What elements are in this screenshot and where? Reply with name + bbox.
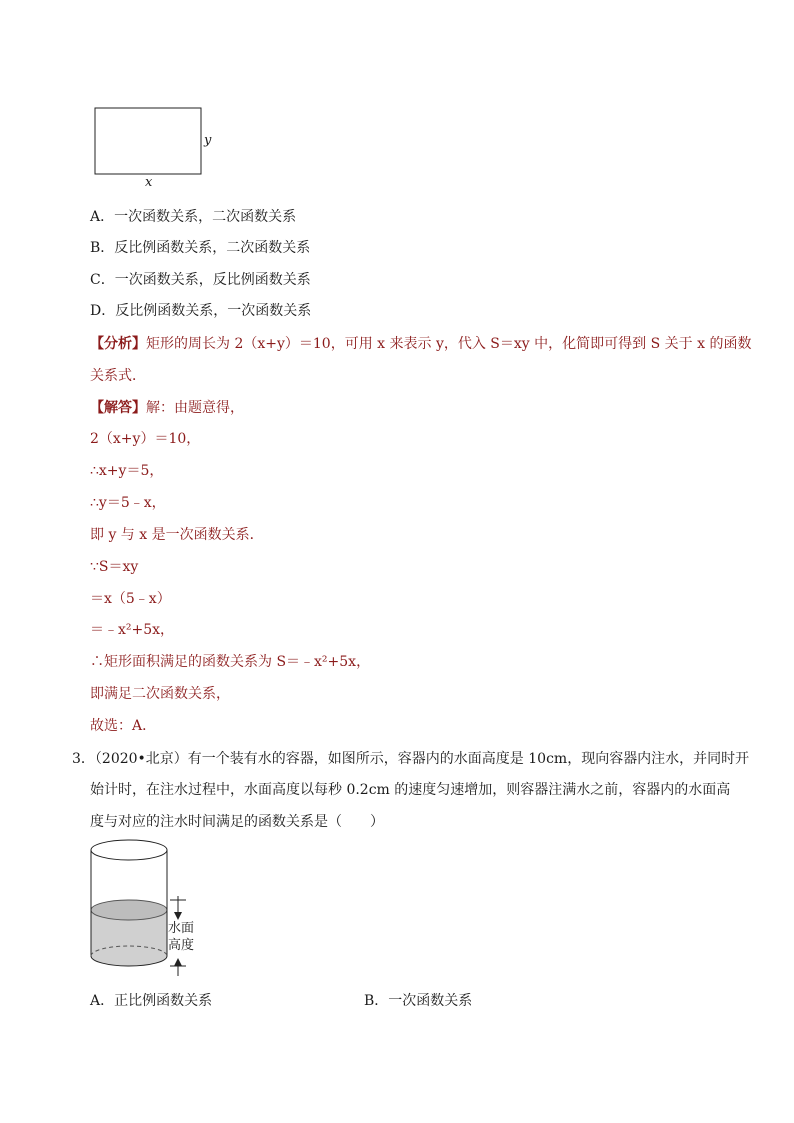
q2-option-c: C．一次函数关系，反比例函数关系 (90, 272, 311, 288)
q3-line-1 (72, 749, 749, 769)
solution-step: 即满足二次函数关系， (90, 686, 230, 702)
solution-step: ∴x+y＝5， (90, 463, 164, 479)
solution-step: 2（x+y）＝10， (90, 431, 201, 447)
analysis-line-1 (90, 334, 751, 354)
solution-step: ∵S＝xy (90, 559, 139, 575)
q3-number: 3． (72, 751, 95, 767)
solution-step: 故选：A． (90, 718, 157, 734)
analysis-line-2: 关系式． (90, 368, 146, 384)
q3-line-2: 始计时，在注水过程中，水面高度以每秒 0.2cm 的速度匀速增加，则容器注满水之前，容器内的水面高 (90, 782, 731, 798)
q3-line-3: 度与对应的注水时间满足的函数关系是（ ） (90, 814, 384, 830)
solution-step: ∴矩形面积满足的函数关系为 S＝﹣x²+5x， (90, 654, 371, 670)
water-level-label (168, 920, 194, 954)
q3-text-1: （2020•北京）有一个装有水的容器，如图所示，容器内的水面高度是 10cm，现向容器内注水，并同时开 (94, 751, 750, 767)
q2-option-a: A．一次函数关系，二次函数关系 (90, 209, 297, 225)
rectangle-label-y: y (204, 133, 212, 148)
rectangle-figure (90, 104, 220, 194)
q2-option-d: D．反比例函数关系，一次函数关系 (90, 303, 312, 319)
water-level-label-line-1: 水面 (168, 921, 195, 936)
q2-option-b: B．反比例函数关系，二次函数关系 (90, 240, 311, 256)
solution-step: ＝x（5﹣x） (90, 591, 171, 607)
analysis-tag: 【分析】 (90, 336, 146, 352)
water-level-label-line-2: 高度 (168, 938, 195, 953)
rectangle-label-x: x (145, 175, 153, 190)
solution-tag: 【解答】 (90, 400, 146, 416)
solution-step: 即 y 与 x 是一次函数关系． (90, 527, 264, 543)
cylinder-container-figure (86, 838, 216, 980)
solution-step: ∴y＝5﹣x， (90, 495, 166, 511)
solution-step: ＝﹣x²+5x， (90, 622, 175, 638)
analysis-text-1: 矩形的周长为 2（x+y）＝10，可用 x 来表示 y，代入 S＝xy 中，化简即可得到 S 关于 x 的函数 (146, 336, 752, 352)
q3-option-a: A．正比例函数关系 (90, 993, 213, 1009)
solution-intro: 解：由题意得， (146, 400, 244, 416)
solution-intro-line (90, 398, 244, 418)
q3-option-b: B．一次函数关系 (364, 993, 473, 1009)
